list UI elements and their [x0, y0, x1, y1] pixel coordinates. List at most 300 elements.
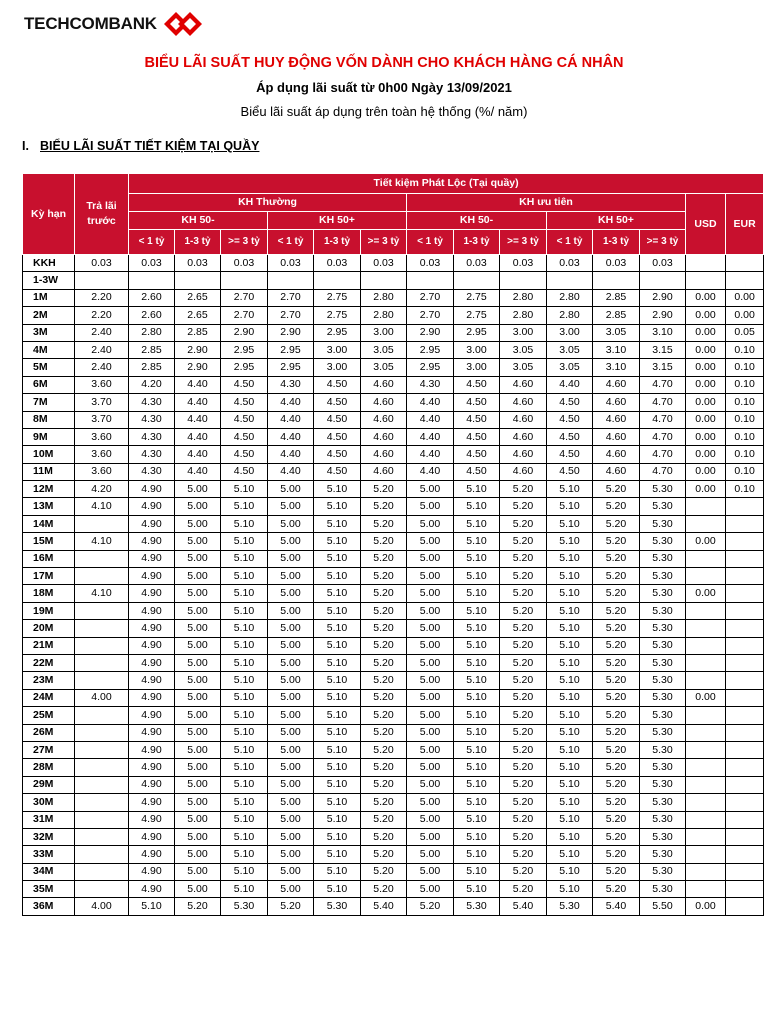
rate-cell [407, 272, 454, 289]
rate-cell: 5.30 [640, 828, 686, 845]
rate-cell: 5.20 [500, 689, 547, 706]
rate-cell: 5.20 [593, 620, 640, 637]
rate-cell: 5.30 [640, 811, 686, 828]
rate-cell [686, 637, 726, 654]
rate-cell: 5.20 [593, 481, 640, 498]
rate-cell: 4.60 [593, 411, 640, 428]
rate-cell: 5.10 [221, 811, 268, 828]
rate-cell: 4.50 [547, 446, 593, 463]
rate-cell: 5.10 [547, 620, 593, 637]
term-cell: 16M [23, 550, 75, 567]
term-cell: 8M [23, 411, 75, 428]
rate-cell: 5.00 [268, 828, 314, 845]
rate-cell: 5.10 [314, 881, 361, 898]
rate-note: Biểu lãi suất áp dụng trên toàn hệ thống (%/ năm) [240, 104, 528, 119]
rate-cell: 5.20 [500, 602, 547, 619]
rate-cell: 5.30 [640, 863, 686, 880]
rate-cell: 5.00 [268, 672, 314, 689]
rate-cell: 5.10 [547, 741, 593, 758]
table-row [23, 741, 764, 758]
term-cell: 22M [23, 654, 75, 671]
rate-cell: 5.20 [593, 828, 640, 845]
rate-cell: 2.95 [314, 324, 361, 341]
rate-cell: 5.10 [454, 602, 500, 619]
table-row [23, 689, 764, 706]
rate-cell: 5.10 [547, 498, 593, 515]
term-cell: 5M [23, 359, 75, 376]
table-row [23, 428, 764, 445]
rate-cell: 2.70 [407, 307, 454, 324]
rate-cell: 4.60 [500, 463, 547, 480]
rate-cell [686, 707, 726, 724]
rate-cell: 5.20 [500, 654, 547, 671]
rate-cell: 5.10 [221, 846, 268, 863]
rate-cell: 4.60 [361, 394, 407, 411]
table-row [23, 707, 764, 724]
rate-cell: 0.03 [547, 255, 593, 272]
rate-cell [129, 272, 175, 289]
prepaid-rate-cell: 3.60 [75, 463, 129, 480]
term-cell: 14M [23, 515, 75, 532]
rate-cell: 5.10 [314, 620, 361, 637]
rate-cell: 4.40 [175, 428, 221, 445]
rate-cell: 4.60 [593, 463, 640, 480]
rate-cell: 4.90 [129, 481, 175, 498]
rate-cell: 5.20 [361, 707, 407, 724]
rate-cell: 2.80 [129, 324, 175, 341]
rate-cell: 5.10 [314, 498, 361, 515]
rate-cell: 5.20 [361, 481, 407, 498]
rate-cell: 2.70 [221, 307, 268, 324]
rate-cell: 5.10 [547, 707, 593, 724]
rate-cell: 4.50 [221, 446, 268, 463]
rate-cell: 0.10 [726, 428, 764, 445]
rate-cell: 5.00 [175, 828, 221, 845]
term-cell: 36M [23, 898, 75, 915]
rate-cell: 5.10 [454, 637, 500, 654]
rate-cell: 4.50 [454, 446, 500, 463]
rate-cell: 5.20 [500, 881, 547, 898]
rate-cell: 3.00 [547, 324, 593, 341]
rate-cell: 2.75 [314, 307, 361, 324]
rate-cell [726, 654, 764, 671]
rate-cell [726, 776, 764, 793]
rate-cell: 0.00 [686, 324, 726, 341]
rate-cell: 5.10 [221, 602, 268, 619]
rate-cell: 5.20 [361, 724, 407, 741]
rate-cell: 4.50 [454, 411, 500, 428]
rate-cell: 4.90 [129, 550, 175, 567]
table-row [23, 672, 764, 689]
rate-cell: 4.40 [268, 446, 314, 463]
term-cell: 24M [23, 689, 75, 706]
rate-cell [454, 272, 500, 289]
rate-cell: 2.75 [454, 289, 500, 306]
rate-cell: 5.00 [407, 672, 454, 689]
rate-cell: 5.10 [314, 637, 361, 654]
rate-cell: 5.20 [593, 602, 640, 619]
rate-cell: 5.20 [361, 515, 407, 532]
rate-cell: 4.90 [129, 515, 175, 532]
rate-cell: 5.10 [547, 724, 593, 741]
rate-cell: 5.30 [640, 515, 686, 532]
rate-cell: 5.10 [454, 550, 500, 567]
rate-cell [686, 272, 726, 289]
rate-cell: 0.03 [129, 255, 175, 272]
rate-cell [726, 533, 764, 550]
rate-cell: 5.10 [547, 654, 593, 671]
rate-cell: 2.95 [221, 341, 268, 358]
rate-cell: 5.10 [314, 724, 361, 741]
rate-cell: 5.10 [454, 481, 500, 498]
rate-cell [686, 515, 726, 532]
term-cell: 32M [23, 828, 75, 845]
rate-cell: 5.30 [640, 585, 686, 602]
rate-cell: 5.00 [268, 811, 314, 828]
rate-cell: 5.10 [454, 672, 500, 689]
rate-cell: 5.00 [175, 863, 221, 880]
rate-cell [686, 602, 726, 619]
rate-cell: 2.95 [268, 341, 314, 358]
rate-cell: 4.50 [221, 463, 268, 480]
rate-cell: 5.10 [454, 759, 500, 776]
table-row [23, 654, 764, 671]
rate-cell [547, 272, 593, 289]
table-row [23, 341, 764, 358]
rate-cell: 5.10 [221, 654, 268, 671]
rate-cell: 5.20 [500, 759, 547, 776]
rate-cell: 5.20 [500, 776, 547, 793]
rate-cell: 2.80 [547, 289, 593, 306]
rate-cell: 5.00 [268, 498, 314, 515]
term-cell: 27M [23, 741, 75, 758]
rate-cell [726, 759, 764, 776]
header-priority-kh50-plus: KH 50+ [547, 212, 686, 230]
table-row [23, 481, 764, 498]
table-row [23, 394, 764, 411]
rate-cell: 5.10 [547, 637, 593, 654]
rate-cell: 4.30 [129, 394, 175, 411]
term-cell: 35M [23, 881, 75, 898]
section-heading [22, 139, 259, 153]
rate-cell: 5.00 [175, 672, 221, 689]
rate-cell: 0.03 [593, 255, 640, 272]
table-row [23, 446, 764, 463]
rate-cell: 5.10 [314, 585, 361, 602]
rate-cell: 4.50 [547, 411, 593, 428]
rate-cell: 0.10 [726, 463, 764, 480]
rate-cell: 4.40 [407, 446, 454, 463]
prepaid-rate-cell [75, 672, 129, 689]
prepaid-rate-cell [75, 846, 129, 863]
prepaid-rate-cell: 2.20 [75, 289, 129, 306]
rate-cell: 0.03 [361, 255, 407, 272]
rate-cell: 5.10 [221, 585, 268, 602]
header-term: Kỳ hạn [23, 174, 75, 255]
rate-cell: 5.00 [407, 794, 454, 811]
rate-cell: 5.00 [407, 881, 454, 898]
rate-cell: 5.00 [175, 533, 221, 550]
rate-cell: 5.20 [361, 498, 407, 515]
header-tier: >= 3 tỷ [640, 230, 686, 255]
prepaid-rate-cell: 3.60 [75, 428, 129, 445]
rate-cell [726, 568, 764, 585]
rate-cell: 0.00 [686, 585, 726, 602]
rate-cell: 5.00 [407, 654, 454, 671]
rate-cell: 0.00 [686, 481, 726, 498]
rate-cell: 5.10 [221, 672, 268, 689]
rate-cell [686, 568, 726, 585]
rate-cell [726, 272, 764, 289]
rate-cell: 2.95 [407, 359, 454, 376]
rate-cell: 5.00 [407, 498, 454, 515]
rate-cell: 5.00 [407, 828, 454, 845]
rate-cell: 5.00 [175, 620, 221, 637]
rate-cell: 5.10 [314, 515, 361, 532]
rate-cell: 5.00 [407, 863, 454, 880]
rate-cell [686, 811, 726, 828]
table-row [23, 359, 764, 376]
rate-cell: 5.20 [593, 533, 640, 550]
term-cell: 17M [23, 568, 75, 585]
rate-cell: 5.10 [547, 881, 593, 898]
rate-cell: 5.20 [593, 585, 640, 602]
table-row [23, 863, 764, 880]
rate-cell: 5.00 [407, 568, 454, 585]
rate-cell: 4.90 [129, 881, 175, 898]
header-tier: 1-3 tỷ [175, 230, 221, 255]
term-cell: 23M [23, 672, 75, 689]
rate-cell: 4.40 [268, 463, 314, 480]
rate-cell: 2.95 [268, 359, 314, 376]
rate-cell: 5.20 [500, 863, 547, 880]
rate-cell: 5.00 [407, 637, 454, 654]
rate-cell [726, 794, 764, 811]
rate-cell: 5.00 [407, 550, 454, 567]
rate-cell: 5.00 [175, 707, 221, 724]
rate-cell: 5.20 [361, 585, 407, 602]
table-row [23, 324, 764, 341]
rate-cell: 5.10 [454, 585, 500, 602]
rate-cell: 5.00 [407, 585, 454, 602]
rate-cell: 5.00 [407, 515, 454, 532]
prepaid-rate-cell [75, 863, 129, 880]
rate-cell: 4.90 [129, 828, 175, 845]
header-usd: USD [686, 194, 726, 255]
page-title: BIỂU LÃI SUẤT HUY ĐỘNG VỐN DÀNH CHO KHÁCH HÀNG CÁ NHÂN [144, 55, 624, 71]
rate-cell: 4.60 [500, 446, 547, 463]
rate-cell [726, 741, 764, 758]
header-tier: >= 3 tỷ [221, 230, 268, 255]
rate-cell: 5.10 [221, 724, 268, 741]
rate-cell: 5.10 [547, 585, 593, 602]
rate-cell: 4.70 [640, 376, 686, 393]
section-title: BIỂU LÃI SUẤT TIẾT KIỆM TẠI QUẦY [40, 139, 260, 153]
term-cell: 10M [23, 446, 75, 463]
rate-cell: 2.70 [221, 289, 268, 306]
table-row [23, 411, 764, 428]
rate-cell: 5.10 [547, 481, 593, 498]
rate-cell: 5.10 [314, 533, 361, 550]
rate-cell: 2.90 [407, 324, 454, 341]
rate-cell: 3.05 [547, 359, 593, 376]
rate-cell: 5.20 [361, 637, 407, 654]
rate-cell [314, 272, 361, 289]
rate-cell: 5.20 [361, 846, 407, 863]
rate-cell: 3.00 [361, 324, 407, 341]
rate-cell: 5.00 [407, 533, 454, 550]
rate-cell: 5.20 [407, 898, 454, 915]
brand-logo [24, 10, 203, 38]
rate-cell: 0.03 [500, 255, 547, 272]
rate-cell: 5.20 [500, 550, 547, 567]
header-tier: >= 3 tỷ [361, 230, 407, 255]
rate-cell: 3.05 [547, 341, 593, 358]
term-cell: 9M [23, 428, 75, 445]
rate-cell: 5.20 [361, 863, 407, 880]
rate-cell: 5.00 [268, 724, 314, 741]
rate-cell: 4.90 [129, 776, 175, 793]
rate-cell: 4.90 [129, 794, 175, 811]
rate-cell: 5.40 [593, 898, 640, 915]
header-tier: 1-3 tỷ [314, 230, 361, 255]
header-tier: < 1 tỷ [547, 230, 593, 255]
rate-cell: 5.00 [175, 568, 221, 585]
rate-cell: 5.40 [361, 898, 407, 915]
rate-cell: 2.90 [268, 324, 314, 341]
rate-cell: 2.60 [129, 289, 175, 306]
rate-cell: 5.20 [361, 881, 407, 898]
prepaid-rate-cell: 2.40 [75, 359, 129, 376]
rate-cell: 5.30 [547, 898, 593, 915]
rate-cell: 5.20 [593, 637, 640, 654]
rate-cell [268, 272, 314, 289]
term-cell: 11M [23, 463, 75, 480]
rate-cell: 2.65 [175, 307, 221, 324]
rate-cell [686, 672, 726, 689]
term-cell: 18M [23, 585, 75, 602]
rate-cell: 5.10 [221, 881, 268, 898]
rate-cell: 5.00 [268, 481, 314, 498]
rate-cell: 4.90 [129, 533, 175, 550]
rate-cell: 5.00 [175, 846, 221, 863]
rate-cell: 5.30 [221, 898, 268, 915]
prepaid-rate-cell [75, 811, 129, 828]
rate-cell: 5.20 [593, 881, 640, 898]
rate-cell: 5.10 [314, 481, 361, 498]
rate-cell: 5.00 [268, 654, 314, 671]
rate-cell: 4.30 [268, 376, 314, 393]
table-row [23, 376, 764, 393]
rate-cell [726, 863, 764, 880]
rate-cell [686, 620, 726, 637]
table-row [23, 794, 764, 811]
rate-cell: 5.00 [175, 759, 221, 776]
term-cell: 13M [23, 498, 75, 515]
rate-cell: 4.60 [500, 376, 547, 393]
table-row [23, 811, 764, 828]
rate-cell: 4.30 [129, 428, 175, 445]
rate-cell: 5.20 [361, 776, 407, 793]
rate-cell: 5.30 [640, 759, 686, 776]
rate-cell: 5.00 [175, 776, 221, 793]
rate-cell: 5.10 [314, 689, 361, 706]
rate-cell: 5.30 [454, 898, 500, 915]
rate-cell: 4.90 [129, 498, 175, 515]
rate-cell: 3.05 [361, 359, 407, 376]
rate-cell: 5.20 [500, 515, 547, 532]
rate-cell [686, 759, 726, 776]
rate-cell: 5.00 [407, 707, 454, 724]
rate-cell: 4.30 [129, 463, 175, 480]
rate-cell: 5.20 [593, 776, 640, 793]
rate-cell: 3.00 [314, 359, 361, 376]
prepaid-rate-cell [75, 654, 129, 671]
rate-cell: 5.30 [640, 654, 686, 671]
rate-cell: 5.20 [500, 828, 547, 845]
rate-cell: 5.10 [547, 811, 593, 828]
table-row [23, 255, 764, 272]
rate-cell: 3.05 [500, 359, 547, 376]
rate-cell: 5.20 [500, 585, 547, 602]
header-tier: 1-3 tỷ [454, 230, 500, 255]
prepaid-rate-cell: 2.20 [75, 307, 129, 324]
rate-cell: 5.00 [407, 776, 454, 793]
rate-cell: 5.10 [314, 568, 361, 585]
rate-cell: 5.10 [454, 515, 500, 532]
rate-cell: 4.40 [268, 394, 314, 411]
rate-cell: 5.20 [593, 689, 640, 706]
rate-cell: 4.60 [593, 394, 640, 411]
rate-cell: 5.30 [640, 602, 686, 619]
rate-cell: 3.05 [500, 341, 547, 358]
rate-table-body [23, 255, 764, 916]
rate-cell: 5.10 [314, 811, 361, 828]
rate-cell: 4.70 [640, 394, 686, 411]
rate-cell: 2.85 [129, 359, 175, 376]
rate-cell: 5.20 [361, 550, 407, 567]
rate-cell: 5.00 [175, 498, 221, 515]
rate-cell: 0.05 [726, 324, 764, 341]
term-cell: 28M [23, 759, 75, 776]
rate-cell: 0.03 [175, 255, 221, 272]
rate-cell: 5.10 [454, 863, 500, 880]
term-cell: 1-3W [23, 272, 75, 289]
rate-cell: 5.30 [640, 776, 686, 793]
rate-cell: 5.20 [500, 481, 547, 498]
prepaid-rate-cell: 4.10 [75, 533, 129, 550]
rate-cell: 5.10 [454, 828, 500, 845]
rate-cell [726, 724, 764, 741]
rate-cell: 0.00 [726, 307, 764, 324]
rate-cell: 5.30 [640, 481, 686, 498]
rate-cell: 4.50 [314, 463, 361, 480]
rate-cell: 5.20 [593, 498, 640, 515]
rate-cell: 2.95 [221, 359, 268, 376]
rate-cell: 5.10 [314, 741, 361, 758]
rate-cell: 5.50 [640, 898, 686, 915]
rate-cell: 5.20 [593, 724, 640, 741]
table-row [23, 846, 764, 863]
prepaid-rate-cell [75, 515, 129, 532]
rate-cell: 2.60 [129, 307, 175, 324]
rate-cell: 5.30 [640, 846, 686, 863]
rate-cell: 5.10 [547, 550, 593, 567]
rate-cell: 3.00 [500, 324, 547, 341]
rate-cell: 5.10 [547, 776, 593, 793]
rate-cell: 5.10 [221, 515, 268, 532]
techcombank-diamond-icon [163, 11, 203, 37]
